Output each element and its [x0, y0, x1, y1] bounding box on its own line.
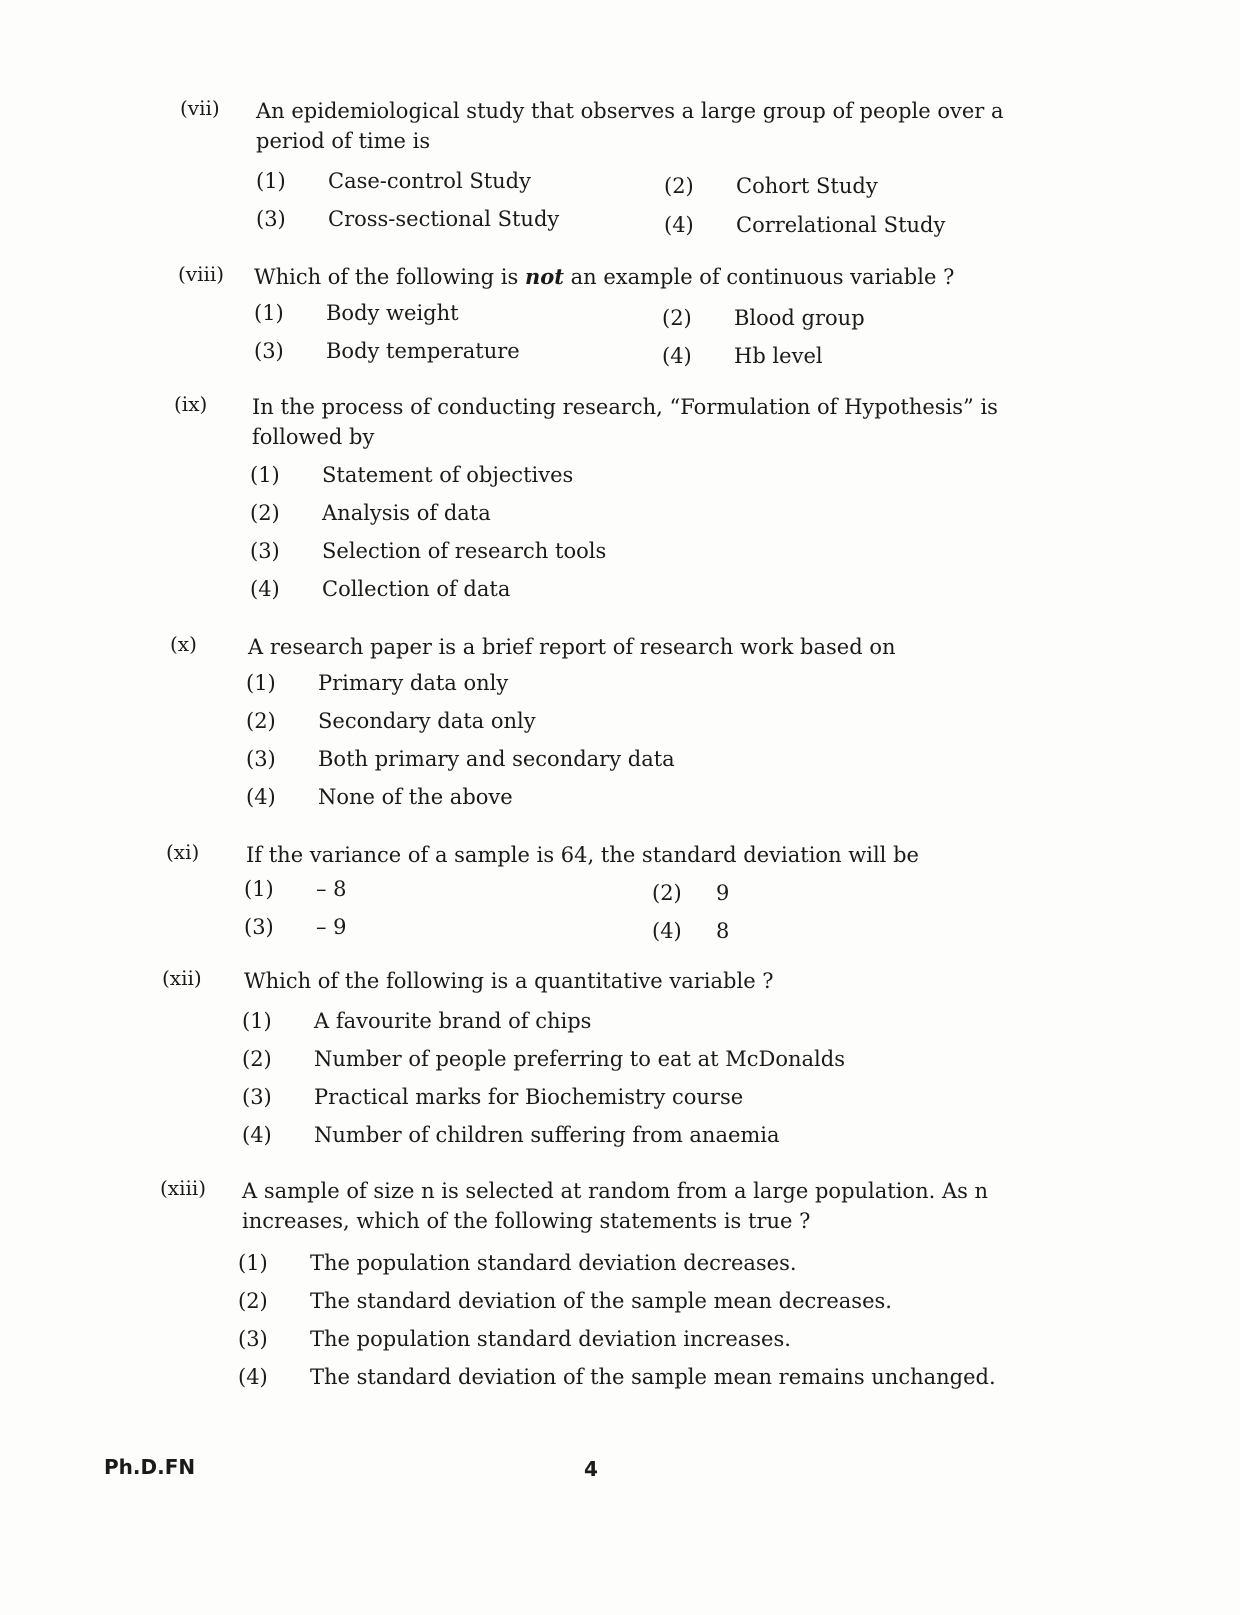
option-number: (4): [246, 785, 276, 809]
option-text: Cross-sectional Study: [328, 207, 560, 231]
option-text: Collection of data: [322, 577, 511, 601]
option-number: (2): [250, 501, 280, 525]
option-text: Secondary data only: [318, 709, 536, 733]
question-text: A research paper is a brief report of research work based on: [248, 635, 896, 659]
question-text-before: Which of the following is: [254, 265, 525, 289]
option-text: Primary data only: [318, 671, 509, 695]
option-text: None of the above: [318, 785, 513, 809]
option-number: (4): [652, 919, 682, 943]
option-number: (3): [238, 1327, 268, 1351]
option-number: (4): [242, 1123, 272, 1147]
option-number: (2): [246, 709, 276, 733]
option-number: (3): [254, 339, 284, 363]
option-text: 8: [716, 919, 730, 943]
option-text: Number of people preferring to eat at McDonalds: [314, 1047, 845, 1071]
option-number: (3): [246, 747, 276, 771]
option-text: Practical marks for Biochemistry course: [314, 1085, 744, 1109]
option-number: (3): [250, 539, 280, 563]
option-text: 9: [716, 881, 730, 905]
question-text-after: an example of continuous variable ?: [563, 265, 955, 289]
question-text: Which of the following is a quantitative variable ?: [244, 969, 774, 993]
option-text: The standard deviation of the sample mean remains unchanged.: [310, 1365, 996, 1389]
option-number: (4): [250, 577, 280, 601]
question-text: [254, 262, 1024, 292]
option-number: (1): [250, 463, 280, 487]
option-number: (1): [244, 877, 274, 901]
option-number: (4): [664, 213, 694, 237]
option-text: Hb level: [734, 344, 823, 368]
option-text: Body temperature: [326, 339, 520, 363]
option-number: (4): [238, 1365, 268, 1389]
option-text: Case-control Study: [328, 169, 531, 193]
question-number: (xi): [166, 840, 200, 864]
option-number: (4): [662, 344, 692, 368]
option-text: Analysis of data: [322, 501, 491, 525]
option-text: – 8: [316, 877, 347, 901]
option-text: Blood group: [734, 306, 865, 330]
option-number: (2): [242, 1047, 272, 1071]
option-number: (1): [254, 301, 284, 325]
option-number: (3): [256, 207, 286, 231]
question-text-emphasis: not: [524, 264, 564, 289]
question-text: An epidemiological study that observes a large group of people over a period of time is: [256, 99, 1004, 153]
option-text: The standard deviation of the sample mean decreases.: [310, 1289, 892, 1313]
option-text: Number of children suffering from anaemia: [314, 1123, 780, 1147]
option-text: Body weight: [326, 301, 459, 325]
question-text: If the variance of a sample is 64, the standard deviation will be: [246, 843, 919, 867]
option-text: Statement of objectives: [322, 463, 574, 487]
option-text: The population standard deviation decreases.: [310, 1251, 797, 1275]
question-number: (ix): [174, 392, 208, 416]
option-text: Correlational Study: [736, 213, 946, 237]
option-number: (1): [256, 169, 286, 193]
question-number: (xii): [162, 966, 202, 990]
option-text: The population standard deviation increases.: [310, 1327, 791, 1351]
option-number: (3): [244, 915, 274, 939]
paper-code: Ph.D.FN: [104, 1455, 196, 1479]
option-text: Cohort Study: [736, 174, 878, 198]
option-number: (2): [238, 1289, 268, 1313]
option-number: (3): [242, 1085, 272, 1109]
option-text: A favourite brand of chips: [314, 1009, 592, 1033]
option-number: (1): [242, 1009, 272, 1033]
question-text: A sample of size n is selected at random from a large population. As n increases, which of the following statements is true ?: [242, 1179, 989, 1233]
page-number: 4: [584, 1457, 598, 1481]
question-number: (vii): [180, 96, 220, 120]
option-text: Both primary and secondary data: [318, 747, 675, 771]
question-number: (x): [170, 632, 197, 656]
question-number: (viii): [178, 262, 225, 286]
option-text: Selection of research tools: [322, 539, 607, 563]
question-number: (xiii): [160, 1176, 207, 1200]
option-text: – 9: [316, 915, 347, 939]
option-number: (1): [246, 671, 276, 695]
option-number: (2): [662, 306, 692, 330]
option-number: (2): [652, 881, 682, 905]
option-number: (1): [238, 1251, 268, 1275]
question-text: In the process of conducting research, “Formulation of Hypothesis” is followed by: [252, 395, 998, 449]
option-number: (2): [664, 174, 694, 198]
